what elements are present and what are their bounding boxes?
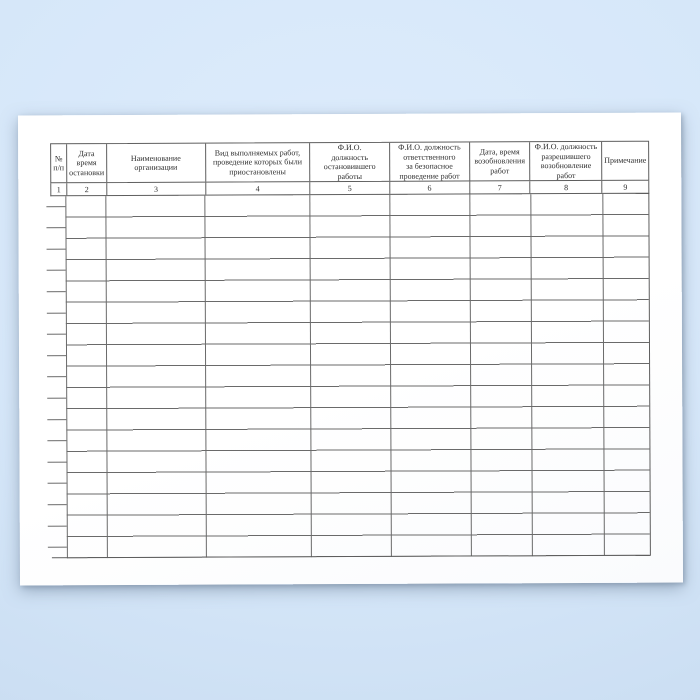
column-header-stopper-name: Ф.И.О. должность остановившего работы (309, 143, 389, 181)
document-page (18, 113, 683, 586)
column-number: 7 (469, 181, 530, 193)
column-header-notes: Примечание (601, 142, 648, 180)
table-body-grid (50, 194, 651, 559)
column-number: 4 (205, 182, 310, 194)
column-number: 3 (106, 183, 205, 195)
column-header-resume-approver: Ф.И.О. должность разрешившего возобновление работ (530, 142, 602, 180)
column-number: 8 (530, 181, 602, 193)
column-header-stop-date: Дата время остановки (66, 144, 106, 182)
journal-table (50, 141, 651, 559)
column-number: 5 (309, 182, 389, 194)
column-header-organization: Наименование организации (106, 144, 205, 182)
column-number: 2 (66, 183, 106, 195)
column-number: 9 (601, 181, 648, 193)
column-header-resume-date: Дата, время возобновления работ (469, 142, 530, 180)
column-header-responsible: Ф.И.О. должность ответственного за безопасное проведение работ (389, 142, 469, 180)
column-header-serial: № п/п (53, 153, 65, 173)
table-header-row (50, 141, 649, 184)
column-number: 6 (389, 181, 469, 193)
column-header-work-type: Вид выполняемых работ, проведение которых были приостановлены (205, 143, 310, 181)
grid-row-lines (65, 194, 650, 559)
serial-column-lines (46, 196, 67, 558)
column-number: 1 (56, 184, 61, 194)
